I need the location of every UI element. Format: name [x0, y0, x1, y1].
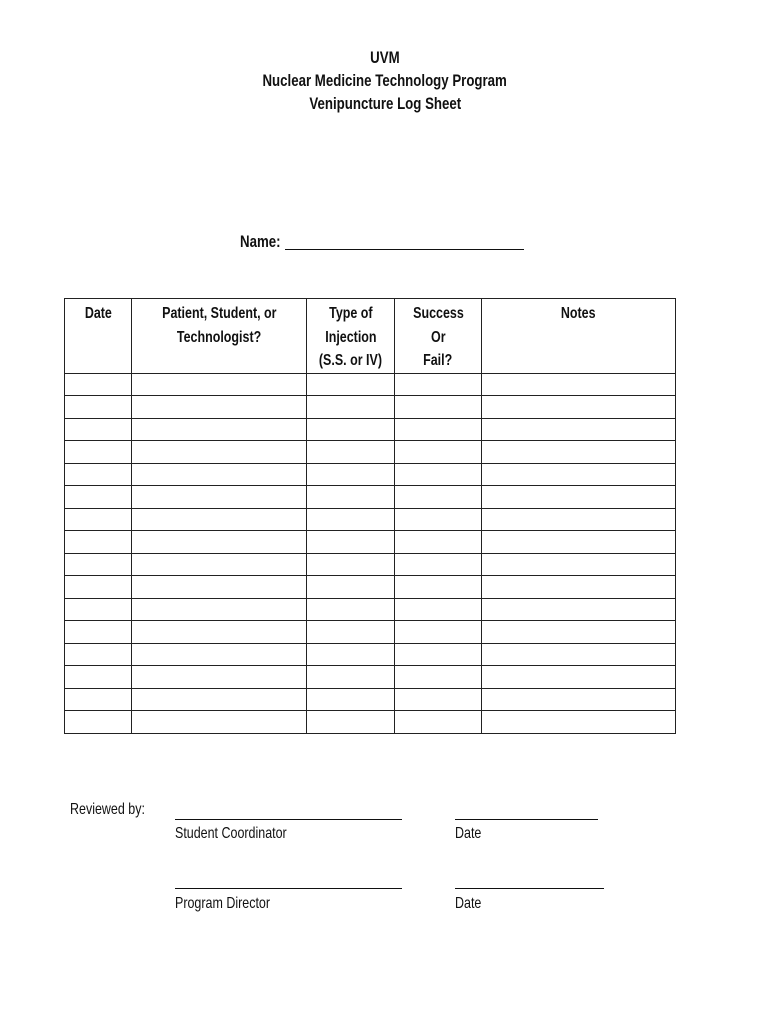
injection-type-cell[interactable] — [307, 643, 395, 666]
table-row — [65, 553, 676, 576]
table-row — [65, 576, 676, 599]
student-coordinator-label: Student Coordinator — [175, 825, 287, 842]
patient-student-technologist-cell[interactable] — [132, 531, 307, 554]
notes-cell[interactable] — [482, 373, 676, 396]
success-fail-cell[interactable] — [395, 576, 482, 599]
success-fail-cell[interactable] — [395, 418, 482, 441]
success-fail-cell[interactable] — [395, 508, 482, 531]
table-row — [65, 598, 676, 621]
table-row — [65, 486, 676, 509]
table-row — [65, 463, 676, 486]
patient-student-technologist-cell[interactable] — [132, 576, 307, 599]
program-director-signature-line[interactable] — [175, 888, 402, 889]
table-row — [65, 373, 676, 396]
patient-student-technologist-cell[interactable] — [132, 711, 307, 734]
table-header-row — [65, 299, 676, 374]
date-cell[interactable] — [65, 666, 132, 689]
table-row — [65, 621, 676, 644]
institution-title: UVM — [370, 48, 400, 67]
col-header-notes: Notes — [482, 299, 676, 374]
notes-cell[interactable] — [482, 688, 676, 711]
document-header — [0, 46, 770, 115]
notes-cell[interactable] — [482, 508, 676, 531]
patient-student-technologist-cell[interactable] — [132, 688, 307, 711]
injection-type-cell[interactable] — [307, 441, 395, 464]
venipuncture-log-table — [64, 298, 676, 734]
success-fail-cell[interactable] — [395, 621, 482, 644]
col-header-success-fail: Success Or Fail? — [395, 299, 482, 374]
notes-cell[interactable] — [482, 711, 676, 734]
table-row — [65, 441, 676, 464]
injection-type-cell[interactable] — [307, 711, 395, 734]
log-table-body — [65, 373, 676, 733]
patient-student-technologist-cell[interactable] — [132, 373, 307, 396]
notes-cell[interactable] — [482, 598, 676, 621]
notes-cell[interactable] — [482, 576, 676, 599]
student-coordinator-signature-line[interactable] — [175, 819, 402, 820]
injection-type-cell[interactable] — [307, 598, 395, 621]
date-cell[interactable] — [65, 486, 132, 509]
patient-student-technologist-cell[interactable] — [132, 418, 307, 441]
success-fail-cell[interactable] — [395, 643, 482, 666]
injection-type-cell[interactable] — [307, 666, 395, 689]
injection-type-cell[interactable] — [307, 508, 395, 531]
date-cell[interactable] — [65, 711, 132, 734]
name-input-line[interactable] — [285, 249, 524, 250]
injection-type-cell[interactable] — [307, 576, 395, 599]
injection-type-cell[interactable] — [307, 553, 395, 576]
table-row — [65, 418, 676, 441]
patient-student-technologist-cell[interactable] — [132, 643, 307, 666]
success-fail-cell[interactable] — [395, 463, 482, 486]
date-cell[interactable] — [65, 463, 132, 486]
injection-type-cell[interactable] — [307, 688, 395, 711]
program-title: Nuclear Medicine Technology Program — [262, 71, 508, 90]
date-cell[interactable] — [65, 418, 132, 441]
table-row — [65, 396, 676, 419]
date-cell[interactable] — [65, 553, 132, 576]
date-cell[interactable] — [65, 576, 132, 599]
injection-type-cell[interactable] — [307, 373, 395, 396]
injection-type-cell[interactable] — [307, 463, 395, 486]
patient-student-technologist-cell[interactable] — [132, 508, 307, 531]
date-cell[interactable] — [65, 531, 132, 554]
injection-type-cell[interactable] — [307, 418, 395, 441]
success-fail-cell[interactable] — [395, 531, 482, 554]
patient-student-technologist-cell[interactable] — [132, 621, 307, 644]
table-row — [65, 508, 676, 531]
notes-cell[interactable] — [482, 531, 676, 554]
col-header-patient-student-technologist: Patient, Student, or Technologist? — [132, 299, 307, 374]
col-header-injection-type: Type of Injection (S.S. or IV) — [307, 299, 395, 374]
notes-cell[interactable] — [482, 418, 676, 441]
sheet-title: Venipuncture Log Sheet — [309, 94, 461, 113]
patient-student-technologist-cell[interactable] — [132, 396, 307, 419]
success-fail-cell[interactable] — [395, 373, 482, 396]
notes-cell[interactable] — [482, 666, 676, 689]
success-fail-cell[interactable] — [395, 598, 482, 621]
table-row — [65, 688, 676, 711]
patient-student-technologist-cell[interactable] — [132, 486, 307, 509]
injection-type-cell[interactable] — [307, 621, 395, 644]
patient-student-technologist-cell[interactable] — [132, 598, 307, 621]
notes-cell[interactable] — [482, 486, 676, 509]
table-row — [65, 531, 676, 554]
reviewed-by-label: Reviewed by: — [70, 801, 145, 818]
date-cell[interactable] — [65, 598, 132, 621]
notes-cell[interactable] — [482, 621, 676, 644]
col-header-date: Date — [65, 299, 132, 374]
program-director-date-line[interactable] — [455, 888, 604, 889]
table-row — [65, 711, 676, 734]
success-fail-cell[interactable] — [395, 688, 482, 711]
table-row — [65, 643, 676, 666]
patient-student-technologist-cell[interactable] — [132, 553, 307, 576]
notes-cell[interactable] — [482, 396, 676, 419]
date-cell[interactable] — [65, 373, 132, 396]
table-row — [65, 666, 676, 689]
name-label: Name: — [240, 232, 281, 251]
success-fail-cell[interactable] — [395, 666, 482, 689]
date-cell[interactable] — [65, 441, 132, 464]
injection-type-cell[interactable] — [307, 531, 395, 554]
date-cell[interactable] — [65, 508, 132, 531]
program-director-label: Program Director — [175, 895, 271, 912]
injection-type-cell[interactable] — [307, 396, 395, 419]
date-cell[interactable] — [65, 643, 132, 666]
date-cell[interactable] — [65, 396, 132, 419]
success-fail-cell[interactable] — [395, 396, 482, 419]
patient-student-technologist-cell[interactable] — [132, 463, 307, 486]
patient-student-technologist-cell[interactable] — [132, 666, 307, 689]
success-fail-cell[interactable] — [395, 441, 482, 464]
success-fail-cell[interactable] — [395, 486, 482, 509]
notes-cell[interactable] — [482, 441, 676, 464]
notes-cell[interactable] — [482, 643, 676, 666]
patient-student-technologist-cell[interactable] — [132, 441, 307, 464]
student-coordinator-date-label: Date — [455, 825, 482, 842]
notes-cell[interactable] — [482, 553, 676, 576]
notes-cell[interactable] — [482, 463, 676, 486]
injection-type-cell[interactable] — [307, 486, 395, 509]
program-director-date-label: Date — [455, 895, 482, 912]
success-fail-cell[interactable] — [395, 711, 482, 734]
student-coordinator-date-line[interactable] — [455, 819, 598, 820]
date-cell[interactable] — [65, 688, 132, 711]
date-cell[interactable] — [65, 621, 132, 644]
name-field — [0, 232, 770, 254]
success-fail-cell[interactable] — [395, 553, 482, 576]
